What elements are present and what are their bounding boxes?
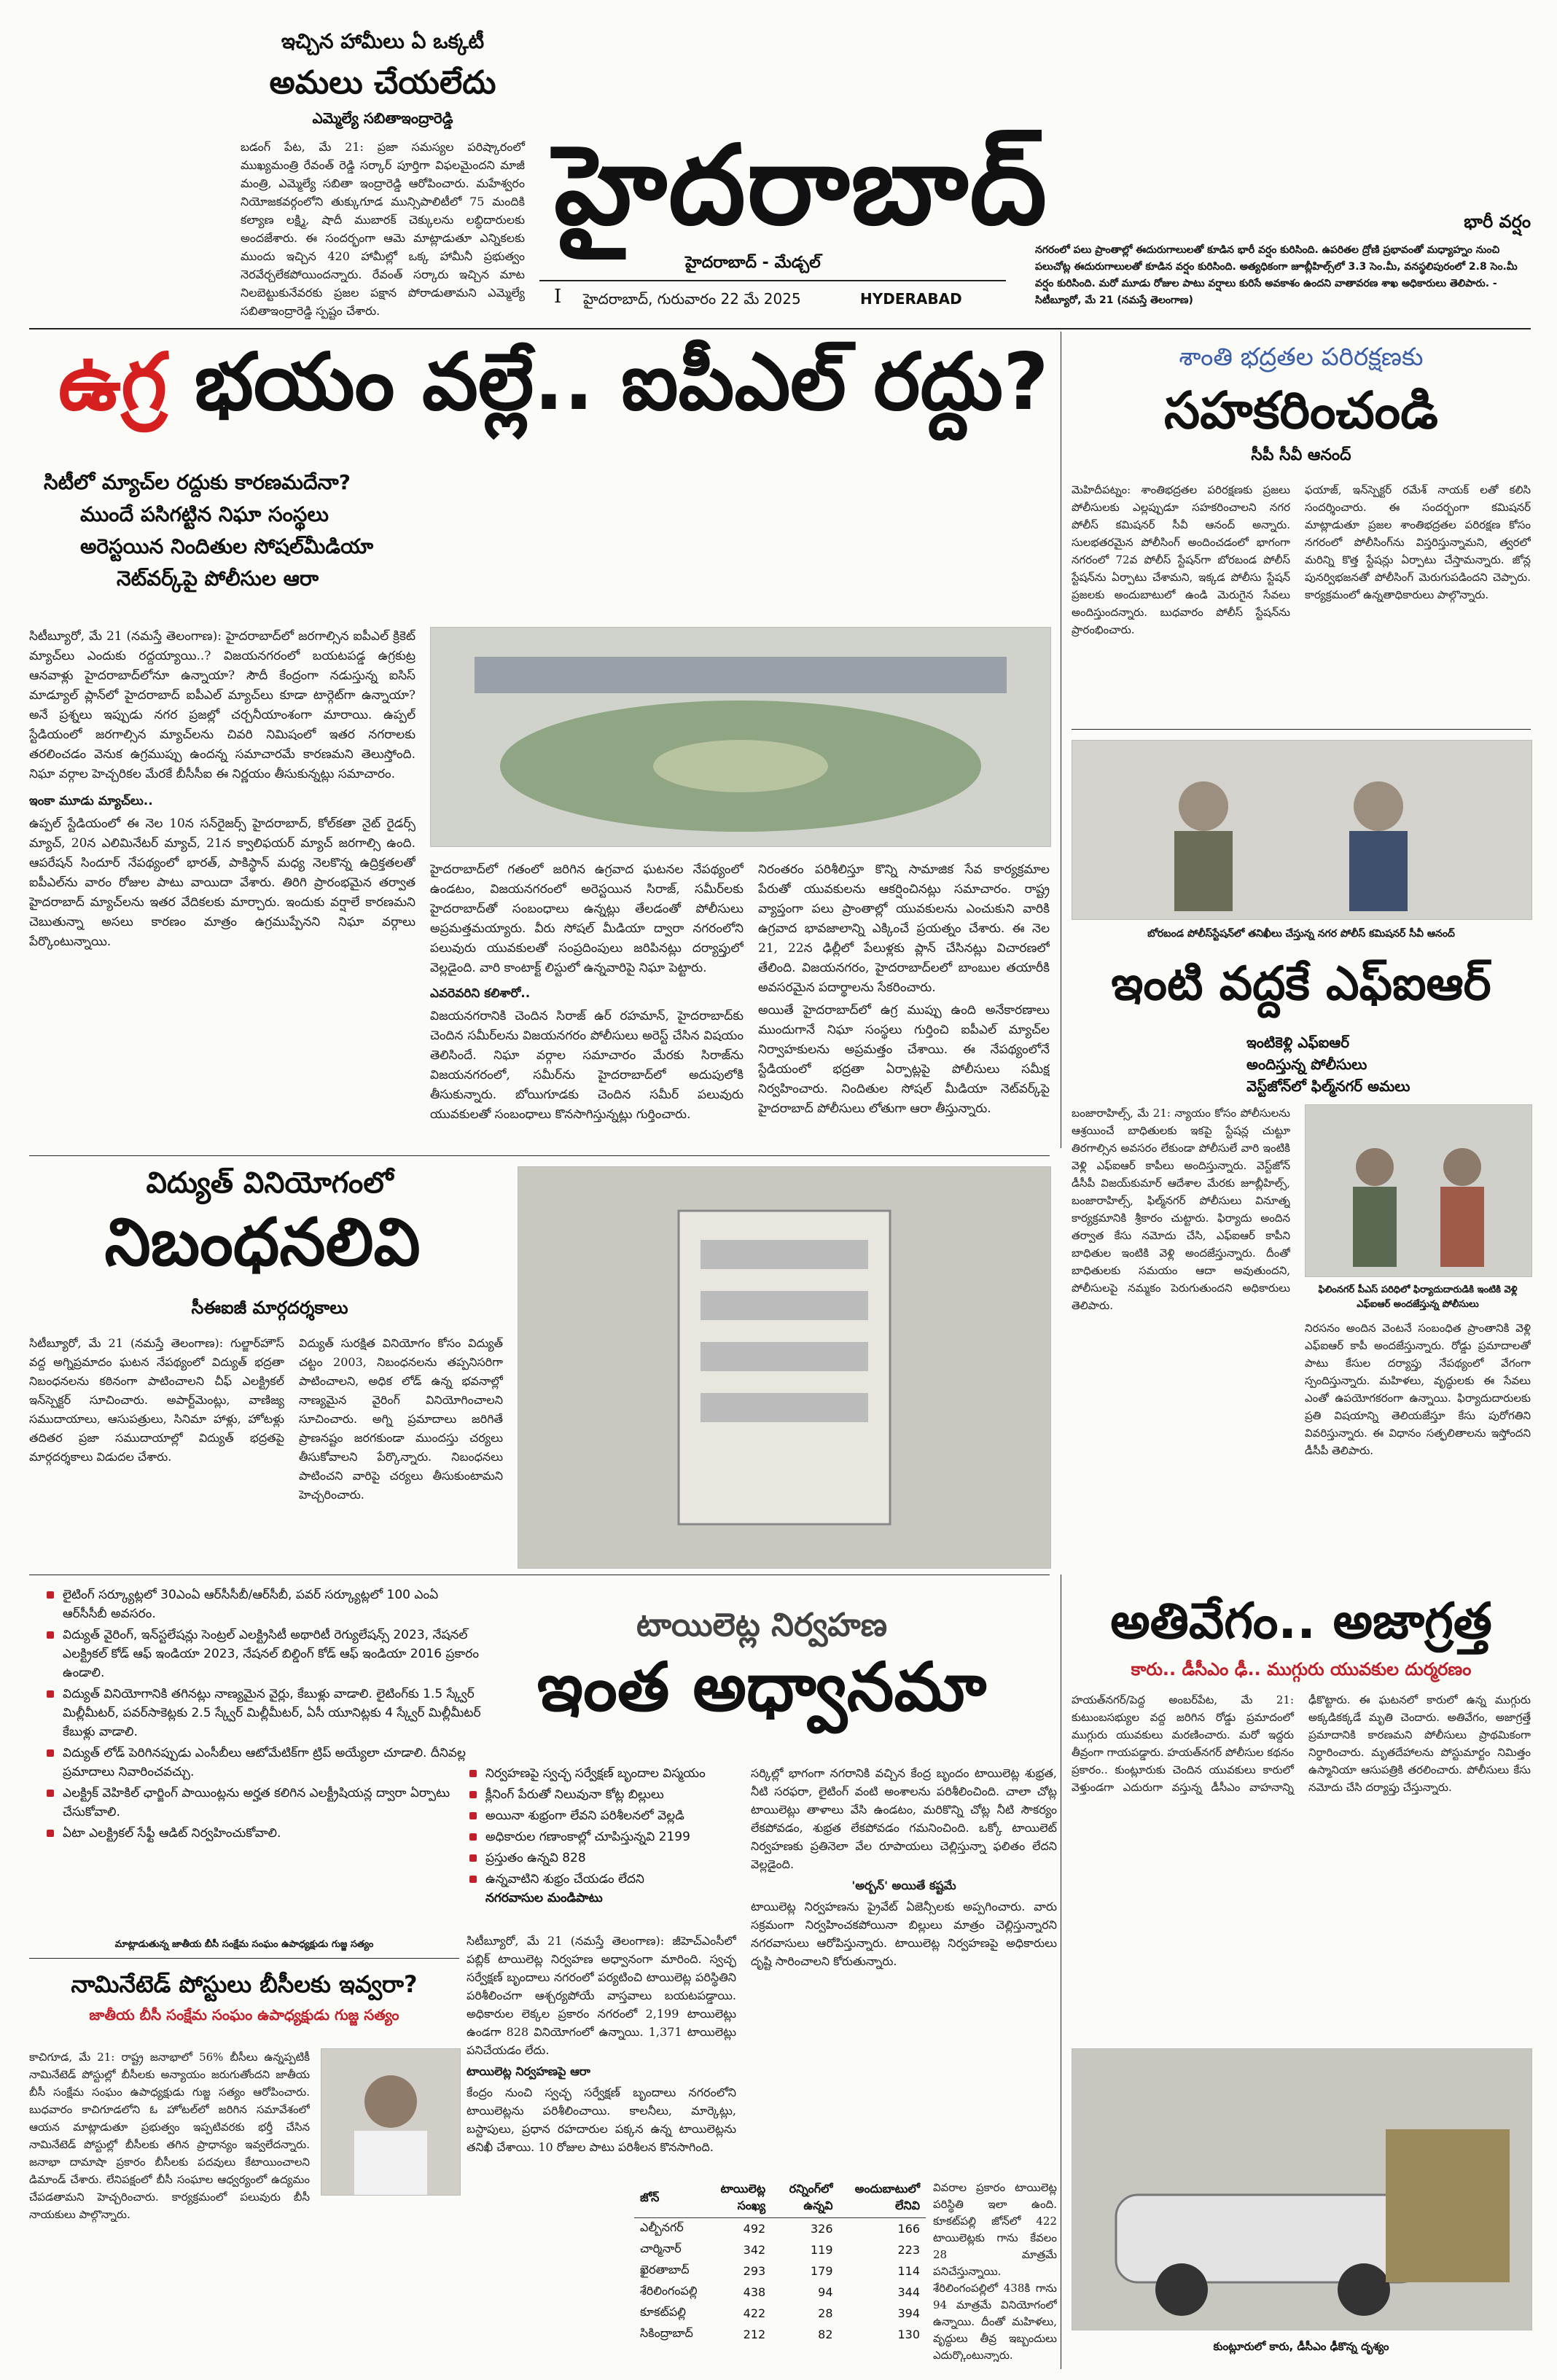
table-cell: శేరిలింగంపల్లి (640, 2284, 698, 2298)
toilet-bullet: నిర్వహణపై స్వచ్ఛ సర్వేక్షణ్ బృందాల విస్మయం (467, 1764, 736, 1783)
toilet-paragraph: కేంద్రం నుంచి స్వచ్ఛ సర్వేక్షణ్ బృందాలు నగరంలోని టాయిలెట్లను పరిశీలించాయి. కాలనీలు, మార్కెట్లు, బస్టాపులు, ప్రధాన రహదారుల పక్కన ఉన్న టాయిలెట్లను తనిఖీ చేశాయి. 10 రోజుల పాటు పరిశీలన కొనసాగింది. (467, 2086, 736, 2154)
accident-body: హయత్‌నగర్/పెద్ద అంబర్‌పేట, మే 21: కుటుంబసభ్యుల వద్ద జరిగిన రోడ్డు ప్రమాదంలో ముగ్గురు యువకులు మరణించారు. మరో ఇద్దరు తీవ్రంగా గాయపడ్డారు. హయత్‌నగర్ పోలీసుల కథనం ప్రకారం.. కుంట్లూరుకు చెందిన యువకులు కారులో వెళ్తుండగా ఎదురుగా వస్తున్న డీసీఎం వాహనాన్ని ఢీకొట్టారు. ఈ ఘటనలో కారులో ఉన్న ముగ్గురు అక్కడికక్కడే మృతి చెందారు. అతివేగం, అజాగ్రత్తే ప్రమాదానికి కారణమని పోలీసులు ప్రాథమికంగా నిర్ధారించారు. మృతదేహాలను పోస్టుమార్టం నిమిత్తం ఉస్మానియా ఆసుపత్రికి తరలించారు. పోలీసులు కేసు నమోదు చేసి దర్యాప్తు చేస్తున్నారు. (1072, 1693, 1531, 1794)
lead-paragraph: ఉప్పల్ స్టేడియంలో ఈ నెల 10న సన్‌రైజర్స్ హైదరాబాద్, కోల్‌కతా నైట్ రైడర్స్ మ్యాచ్, 20న ఎలిమినేటర్ మ్యాచ్, 21న క్వాలిఫయర్ మ్యాచ్ జరగాల్సి ఉంది. ఆపరేషన్ సిందూర్ నేపథ్యంలో భారత్, పాకిస్థాన్ మధ్య నెలకొన్న ఉద్రిక్తతలతో ఐపీఎల్‌ను వారం రోజుల పాటు వాయిదా వేశారు. తిరిగి ప్రారంభమైన తర్వాత హైదరాబాద్ మ్యాచ్‌లను ఇతర వేదికలకు మార్చారు. ఇందుకు వర్షాలే కారణమని చెబుతున్నా అసలు కారణం మాత్రం ఉగ్రముప్పేనని నిఘా వర్గాలు పేర్కొంటున్నాయి. (29, 816, 415, 949)
masthead (539, 117, 1064, 306)
toilet-bullet: క్లీనింగ్ పేరుతో నిలువునా కోట్ల బిల్లులు (467, 1785, 736, 1804)
table-row (634, 2303, 926, 2324)
story-headline: సహకరించండి (1164, 381, 1438, 440)
table-header: రన్నింగ్‌లో ఉన్నవి (771, 2180, 838, 2218)
toilet-subhead: 'అర్బన్' అయితే కష్టమే (851, 1878, 956, 1892)
fir-kicker: బోరబండ పోలీస్‌స్టేషన్‌లో తనిఖీలు చేస్తున్న నగర పోలీస్ కమిషనర్ సీవీ ఆనంద్ (1147, 928, 1455, 940)
table-cell: 422 (743, 2306, 766, 2320)
story-headline: నిబంధనలివి (104, 1204, 421, 1281)
table-cell: 130 (897, 2328, 920, 2341)
toilet-sub-a: నగరవాసుల మండిపాటు (485, 1891, 603, 1905)
lead-paragraph: హైదరాబాద్‌లో గతంలో జరిగిన ఉగ్రవాద ఘటనల నేపథ్యంలో ఉండటం, విజయనగరంలో అరెస్టయిన సిరాజ్, సమీర్‌లకు హైదరాబాద్‌తో సంబంధాలు ఉన్నట్లు తేలడంతో పోలీసులు అప్రమత్తమయ్యారు. వీరు సోషల్ మీడియా ద్వారా నగరంలోని పలువురు యువకులతో సంప్రదింపులు జరిపినట్లు దర్యాప్తులో వెల్లడైంది. వారి కాంటాక్ట్ లిస్టులో ఉన్నవారిపై నిఘా పెట్టారు. (430, 862, 744, 975)
story-bc-nominated-posts (29, 1939, 459, 2369)
table-cell: 492 (743, 2222, 766, 2236)
table-header: అందుబాటులో లేనివి (839, 2180, 926, 2218)
table-row (634, 2282, 926, 2303)
lead-paragraph: విజయనగరానికి చెందిన సిరాజ్ ఉర్ రహమాన్, హైదరాబాద్‌కు చెందిన సమీర్‌లను విజయనగరం పోలీసులు అరెస్ట్ చేసిన విషయం తెలిసిందే. నిఘా వర్గాల సమాచారం మేరకు సిరాజ్‌ను విజయనగరంలో, సమీర్‌ను హైదరాబాద్‌లో అదుపులోకి తీసుకున్నారు. బోయిగూడకు చెందిన సమీర్ పలువురు యువకులతో సంబంధాలు కొనసాగిస్తున్నట్లు గుర్తించారు. (430, 1009, 744, 1122)
table-cell: 394 (897, 2306, 920, 2320)
power-rule-item: విద్యుత్ వైరింగ్, ఇన్‌స్టలేషన్లు సెంట్రల్ ఎలక్ట్రిసిటీ అథారిటీ రెగ్యులేషన్స్ 2023, నేషనల్ ఎలక్ట్రికల్ కోడ్ ఆఫ్ ఇండియా 2023, నేషనల్ బిల్డింగ్ కోడ్ ఆఫ్ ఇండియా 2016 ప్రకారం ఉండాలి. (44, 1626, 481, 1682)
edition-label: HYDERABAD (860, 290, 962, 308)
toilet-body-col2 (751, 1764, 1057, 2136)
lead-body-col2 (430, 860, 744, 1144)
bc-rule (29, 1958, 459, 1959)
story-kicker: టాయిలెట్ల నిర్వహణ (636, 1607, 888, 1644)
fir-deck (1246, 1031, 1523, 1097)
masthead-subtitle: హైదరాబాద్ - మేడ్చల్ (685, 254, 821, 272)
table-cell: 28 (818, 2306, 833, 2320)
masthead-rule (539, 280, 1006, 281)
story-headline: అమలు చేయలేదు (269, 64, 496, 101)
table-cell: సికింద్రాబాద్ (640, 2326, 693, 2340)
fir-body-2: నిరసనం అందిన వెంటనే సంబంధిత ప్రాంతానికి వెళ్లి ఎఫ్‌ఐఆర్ కాపీ అందజేస్తున్నారు. రోడ్డు ప్రమాదాలతో పాటు కేసుల దర్యాప్తు నేపథ్యంలో వేగంగా స్పందిస్తున్నారు. మహిళలు, వృద్ధులకు ఈ సేవలు ఎంతో ఉపయోగకరంగా ఉన్నాయి. ఫిర్యాదుదారులకు ప్రతి విషయాన్ని తెలియజేస్తూ కేసు పురోగతిని వివరిస్తున్నారు. ఈ విధానం సత్ఫలితాలను ఇస్తోందని డీసీపీ తెలిపారు. (1305, 1322, 1531, 1457)
table-cell: ఎల్బీనగర్ (640, 2220, 684, 2234)
toilet-bullet: ఉన్నవాటిని శుభ్రం చేయడం లేదని (467, 1870, 736, 1889)
toilet-paragraph: సిటీబ్యూరో, మే 21 (నమస్తే తెలంగాణ): జీహెచ్‌ఎంసీలో పబ్లిక్ టాయిలెట్ల నిర్వహణ అధ్వానంగా మారింది. స్వచ్ఛ సర్వేక్షణ్ బృందాలు నగరంలో పర్యటించి టాయిలెట్ల పరిస్థితిని పరిశీలించగా ఆశ్చర్యపోయే వాస్తవాలు బయటపడ్డాయి. అధికారుల లెక్కల ప్రకారం నగరంలో 2,199 టాయిలెట్లు ఉండగా 828 వినియోగంలో ఉన్నాయి. 1,371 టాయిలెట్లు పనిచేయడం లేదు. (467, 1934, 736, 2057)
story-byline: సీఈఐజీ మార్గదర్శకాలు (191, 1298, 348, 1318)
toilet-bullet: అయినా శుభ్రంగా లేవని పరిశీలనలో వెల్లడి (467, 1806, 736, 1825)
story-cooperate-police (1072, 343, 1531, 714)
story-accident (1072, 1589, 1531, 2369)
table-cell: 326 (810, 2222, 833, 2236)
table-cell: 82 (818, 2328, 833, 2341)
accident-photo (1072, 2048, 1532, 2330)
lead-body-col1 (29, 627, 415, 1144)
power-rule-item: ఎలక్ట్రిక్ వెహికిల్ ఛార్జింగ్ పాయింట్లను అర్హత కలిగిన ఎలక్ట్రీషియన్ల ద్వారా ఏర్పాటు చేసుకోవాలి. (44, 1784, 481, 1822)
table-cell: చార్మినార్ (640, 2242, 682, 2255)
table-cell: 223 (897, 2243, 920, 2257)
accident-deck: కారు.. డీసీఎం ఢీ.. ముగ్గురు యువకుల దుర్మరణం (1131, 1659, 1472, 1679)
table-cell: 166 (897, 2222, 920, 2236)
accident-photo-caption: కుంట్లూరులో కారు, డీసీఎం ఢీకొన్న దృశ్యం (1213, 2340, 1389, 2353)
toilet-paragraph: సర్కిల్లో భాగంగా నగరానికి వచ్చిన కేంద్ర బృందం టాయిలెట్ల శుభ్రత, నీటి సరఫరా, లైటింగ్ వంటి అంశాలను పరిశీలించింది. చాలా చోట్ల టాయిలెట్లు తాళాలు వేసి ఉండటం, మరికొన్ని చోట్ల నీటి సౌకర్యం లేకపోవడం, శుభ్రత లేకపోవడం గమనించింది. ఒక్కో టాయిలెట్ నిర్వహణకు ప్రతినెలా వేల రూపాయలు చెల్లిస్తున్నా ఫలితం లేదని వెల్లడైంది. (751, 1766, 1057, 1871)
lead-headline-red: ఉగ్ర (58, 337, 168, 428)
person-photo-icon (321, 2049, 460, 2195)
story-unfulfilled-promises (241, 29, 525, 321)
story-body-col2: ఫయాజ్, ఇన్‌స్పెక్టర్ రమేశ్ నాయక్ లతో కలిసి సందర్శించారు. ఈ సందర్భంగా కమిషనర్ మాట్లాడుతూ ప్రజల శాంతిభద్రతల పరిరక్షణ కోసం నగరంలో పోలీసింగ్‌ను విస్తరిస్తున్నామని, త్వరలో మరిన్ని కొత్త స్టేషన్లు ఏర్పాటు చేస్తామన్నారు. జోన్ల పునర్విభజనతో పోలీసింగ్ మెరుగుపడిందని చెప్పారు. కార్యక్రమంలో ఉన్నతాధికారులు పాల్గొన్నారు. (1305, 483, 1531, 601)
table-header-row (634, 2180, 926, 2218)
table-row (634, 2218, 926, 2240)
story-toilets (467, 1604, 1057, 2362)
story-body-col1: మెహిదీపట్నం: శాంతిభద్రతల పరిరక్షణకు ప్రజలు పోలీసులకు ఎల్లప్పుడూ సహకరించాలని నగర పోలీస్ కమిషనర్ సీవీ ఆనంద్ అన్నారు. సులభతరమైన పోలీసింగ్ అందించడంలో భాగంగా నగరంలో 72వ పోలీస్ స్టేషన్‌గా బోరబండ పోలీస్ స్టేషన్‌ను ఏర్పాటు చేశామని, ఇక్కడ పోలీసు స్టేషన్ ప్రజలకు అందుబాటులో ఉండి మెరుగైన సేవలు అందిస్తుందన్నారు. బుధవారం పోలీస్ స్టేషన్‌ను ప్రారంభించారు. (1072, 483, 1290, 636)
weather-title: భారీ వర్షం (1464, 211, 1531, 232)
lead-headline-text: భయం వల్లే.. ఐపీఎల్ రద్దు? (194, 337, 1049, 428)
table-cell: 114 (897, 2264, 920, 2278)
fir-body: బంజారాహిల్స్, మే 21: న్యాయం కోసం పోలీసులను ఆశ్రయించే బాధితులకు ఇకపై స్టేషన్ల చుట్టూ తిరగాల్సిన అవసరం లేకుండా పోలీసులే వారి ఇంటికి వెళ్లి ఎఫ్‌ఐఆర్ కాపీలు అందిస్తున్నారు. వెస్ట్‌జోన్ డీసీపీ విజయ్‌కుమార్ ఆదేశాల మేరకు జూబ్లీహిల్స్, బంజారాహిల్స్, ఫిల్మ్‌నగర్ పోలీసులు వినూత్న కార్యక్రమానికి శ్రీకారం చుట్టారు. ఫిర్యాదు అందిన తర్వాత కేసు నమోదు చేసి, ఎఫ్‌ఐఆర్ కాపీని బాధితుల ఇంటికి వెళ్లి అందజేస్తున్నారు. దీంతో బాధితులకు సమయం ఆదా అవుతుందని, పోలీసులపై నమ్మకం పెరుగుతుందని అధికారులు తెలిపారు. (1072, 1107, 1290, 1312)
table-header: టాయిలెట్ల సంఖ్య (703, 2180, 772, 2218)
stadium-photo-icon (431, 628, 1050, 846)
lead-body-col3 (758, 860, 1050, 1144)
dateline: హైదరాబాద్, గురువారం 22 మే 2025 (583, 290, 801, 308)
story-byline: ఎమ్మెల్యే సబితాఇంద్రారెడ్డి (312, 109, 453, 127)
table-cell: 438 (743, 2285, 766, 2299)
fir-handover-photo-icon (1306, 1105, 1531, 1276)
police-inspection-photo-icon (1072, 741, 1531, 919)
story-kicker: శాంతి భద్రతల పరిరక్షణకు (1179, 343, 1424, 372)
table-cell: 342 (743, 2243, 766, 2257)
story-body-col2: విద్యుత్ సురక్షిత వినియోగం కోసం విద్యుత్ చట్టం 2003, నిబంధనలను తప్పనిసరిగా పాటించాలని, అధిక లోడ్ ఉన్న భవనాల్లో నాణ్యమైన వైరింగ్ వినియోగించాలని సూచించారు. అగ్ని ప్రమాదాలు జరిగితే ప్రాణనష్టం జరగకుండా ముందస్తు చర్యలు తీసుకోవాలని పేర్కొన్నారు. నిబంధనలు పాటించని వారిపై చర్యలు తీసుకుంటామని హెచ్చరించారు. (299, 1336, 503, 1502)
table-cell: ఖైరతాబాద్ (640, 2263, 690, 2276)
electric-panel-photo-icon (518, 1167, 1050, 1568)
lead-subhead: ఎవరెవరిని కలిశారో.. (430, 986, 531, 1001)
table-cell: కూకట్‌పల్లి (640, 2305, 686, 2319)
table-row (634, 2260, 926, 2282)
table-header: జోన్ (634, 2180, 703, 2218)
lead-paragraph: సిటీబ్యూరో, మే 21 (నమస్తే తెలంగాణ): హైదరాబాద్‌లో జరగాల్సిన ఐపీఎల్ క్రికెట్ మ్యాచ్‌లు ఎందుకు రద్దయ్యాయి..? విజయనగరంలో బయటపడ్డ ఉగ్రకుట్ర ఆనవాళ్లు హైదరాబాద్‌లోనూ ఉన్నాయా? సౌదీ కేంద్రంగా నడుస్తున్న ఐసిస్ మాడ్యూల్ ప్లాన్‌లో హైదరాబాద్ ఐపీఎల్ మ్యాచ్‌లు కూడా టార్గెట్‌గా ఉన్నాయా? అనే ప్రశ్నలు ఇప్పుడు నగర ప్రజల్లో చర్చనీయాంశంగా మారాయి. ఉప్పల్ స్టేడియంలో జరగాల్సిన మ్యాచ్‌లను చివరి నిమిషంలో ఇతర నగరాలకు తరలించడం వెనుక ఉగ్రముప్పు ఉందన్న సమాచారమే కారణమని తెలుస్తోంది. నిఘా వర్గాల హెచ్చరికల మేరకే బీసీసీఐ ఈ నిర్ణయం తీసుకున్నట్లు సమాచారం. (29, 629, 415, 781)
table-cell: 119 (810, 2243, 833, 2257)
fir-headline: ఇంటి వద్దకే ఎఫ్‌ఐఆర్ (1111, 957, 1491, 1011)
section-divider (1072, 729, 1531, 730)
table-cell: 293 (743, 2264, 766, 2278)
fir-photo-caption: ఫిలింనగర్ పీఎస్ పరిధిలో ఫిర్యాదుదారుడికి ఇంటికి వెళ్లి ఎఫ్‌ఐఆర్ అందజేస్తున్న పోలీసులు (1318, 1284, 1518, 1310)
bc-kicker: మాట్లాడుతున్న జాతీయ బీసీ సంక్షేమ సంఘం ఉపాధ్యక్షుడు గుజ్జ సత్యం (114, 1939, 374, 1950)
lead-deck-line: అరెస్టయిన నిందితుల సోషల్‌మీడియా (80, 534, 374, 558)
crashed-car-photo-icon (1072, 2049, 1531, 2330)
table-cell: 179 (810, 2264, 833, 2278)
bc-headline: నామినేటెడ్ పోస్టులు బీసీలకు ఇవ్వరా? (71, 1970, 418, 1998)
fir-photo (1072, 740, 1532, 920)
story-body-col1: సిటీబ్యూరో, మే 21 (నమస్తే తెలంగాణ): గుల్జార్‌హౌస్ వద్ద అగ్నిప్రమాదం ఘటన నేపథ్యంలో విద్యుత్ భద్రతా నిబంధనలను కఠినంగా పాటించాలని చీఫ్ ఎలక్ట్రికల్ ఇన్‌స్పెక్టర్ సూచించారు. అపార్ట్‌మెంట్లు, వాణిజ్య సముదాయాలు, ఆసుపత్రులు, సినిమా హాళ్లు, హోటళ్లు తదితర ప్రజా సముదాయాల్లో విద్యుత్ భద్రతపై మార్గదర్శకాలు విడుదల చేశారు. (29, 1336, 284, 1464)
toilet-bullet: అధికారుల గణాంకాల్లో చూపిస్తున్నవి 2199 (467, 1827, 736, 1846)
toilet-body-col3: వివరాల ప్రకారం టాయిలెట్ల పరిస్థితి ఇలా ఉంది. కూకట్‌పల్లి జోన్‌లో 422 టాయిలెట్లకు గాను కేవలం 28 మాత్రమే పనిచేస్తున్నాయి. శేరిలింగంపల్లిలో 438కి గాను 94 మాత్రమే వినియోగంలో ఉన్నాయి. దీంతో మహిళలు, వృద్ధులు తీవ్ర ఇబ్బందులు ఎదుర్కొంటున్నారు. (933, 2181, 1057, 2362)
lead-paragraph: నిరంతరం పరిశీలిస్తూ కొన్ని సామాజిక సేవ కార్యక్రమాల పేరుతో యువకులను ఆకర్షించినట్లు సమాచారం. రాష్ట్ర వ్యాప్తంగా పలు ప్రాంతాల్లో యువకులను ఎంచుకుని వారికి ఉగ్రవాద భావజాలాన్ని ఎక్కించే ప్రయత్నం చేశారు. ఈ నెల 21, 22న ఢిల్లీలో పేలుళ్లకు ప్లాన్ చేసినట్లు విచారణలో తేలింది. విజయనగరం, హైదరాబాద్‌లలో బాంబుల తయారీకి అవసరమైన పదార్థాలను సేకరించారు. (758, 862, 1050, 995)
weather-body: నగరంలో పలు ప్రాంతాల్లో ఈదురుగాలులతో కూడిన భారీ వర్షం కురిసింది. ఉపరితల ద్రోణి ప్రభావంతో మధ్యాహ్నం నుంచి పలుచోట్ల ఈదురుగాలులతో కూడిన వర్షం కురిసింది. అత్యధికంగా జూబ్లీహిల్స్‌లో 3.3 సెం.మీ, వనస్థలిపురంలో 2.8 సెం.మీ వర్షం కురిసింది. మరో మూడు రోజుల పాటు వర్షాలు కురిసే అవకాశం ఉందని వాతావరణ శాఖ అధికారులు తెలిపారు. - సిటీబ్యూరో, మే 21 (నమస్తే తెలంగాణ) (1035, 244, 1518, 306)
story-byline: సీపీ సీవీ ఆనంద్ (1251, 446, 1351, 464)
table-cell: 344 (897, 2285, 920, 2299)
power-photo (518, 1166, 1051, 1569)
lead-headline (29, 332, 1057, 441)
power-rule-item: విద్యుత్ లోడ్ పెరిగినప్పుడు ఎంసీబీలు ఆటోమేటిక్‌గా ట్రిప్ అయ్యేలా చూడాలి. దీనివల్ల ప్రమాదాలు నివారించవచ్చు. (44, 1744, 481, 1782)
story-body: బడంగ్ పేట, మే 21: ప్రజా సమస్యల పరిష్కారంలో ముఖ్యమంత్రి రేవంత్ రెడ్డి సర్కార్ పూర్తిగా విఫలమైందని మాజీ మంత్రి, ఎమ్మెల్యే సబితా ఇంద్రారెడ్డి ఆరోపించారు. మహేశ్వరం నియోజకవర్గంలోని తుక్కుగూడ మున్సిపాలిటీలో 75 మందికి కల్యాణ లక్ష్మి, షాదీ ముబారక్ చెక్కులను లబ్ధిదారులకు అందజేశారు. ఈ సందర్భంగా ఆమె మాట్లాడుతూ ఎన్నికలకు ముందు ఇచ్చిన 420 హామీల్లో ఒక్క హామీనీ ప్రభుత్వం నెరవేర్చలేకపోయిందన్నారు. రేవంత్ సర్కారు ఇచ్చిన మాట నిలబెట్టుకునేవరకు ప్రజల పక్షాన పోరాడుతామని ఎమ్మెల్యే సబితాఇంద్రారెడ్డి స్పష్టం చేశారు. (241, 140, 525, 318)
accident-headline: అతివేగం.. అజాగ్రత్త (1110, 1593, 1492, 1650)
masthead-title: హైదరాబాద్ (554, 122, 1049, 249)
page-number: I (554, 286, 562, 308)
story-kicker: విద్యుత్ వినియోగంలో (146, 1166, 394, 1200)
power-rule-item: లైటింగ్ సర్క్యూట్లలో 30ఎంఏ ఆర్‌సీసీబీ/ఆర్‌సీబీ, పవర్ సర్క్యూట్లలో 100 ఎంఏ ఆర్‌సీసీబీ అవసరం. (44, 1585, 481, 1623)
fir-photo-2 (1305, 1104, 1532, 1277)
story-power-rules (29, 1166, 1050, 1575)
lead-subhead: ఇంకా మూడు మ్యాచ్‌లు.. (29, 794, 153, 808)
lead-paragraph: అయితే హైదరాబాద్‌లో ఉగ్ర ముప్పు ఉంది అనేకారణాలు ముందుగానే నిఘా సంస్థలు గుర్తించి ఐపీఎల్ మ్యాచ్‌ల నిర్వాహకులను అప్రమత్తం చేశాయి. ఈ నేపథ్యంలోనే స్టేడియంలో భద్రతా ఏర్పాట్లపై పోలీసులు సమీక్ష నిర్వహించారు. నిందితుల సోషల్ మీడియా నెట్‌వర్క్‌పై హైదరాబాద్ పోలీసులు లోతుగా ఆరా తీస్తున్నారు. (758, 1003, 1050, 1116)
lead-photo (430, 627, 1051, 847)
story-fir-at-home (1072, 740, 1531, 1564)
story-headline: ఇంత అధ్వానమా (536, 1648, 987, 1726)
toilet-paragraph: టాయిలెట్ల నిర్వహణను ప్రైవేట్ ఏజెన్సీలకు అప్పగించారు. వారు సక్రమంగా నిర్వహించకపోయినా బిల్లులు మాత్రం చెల్లిస్తున్నారని నగరవాసులు ఆరోపిస్తున్నారు. టాయిలెట్ల నిర్వహణపై అధికారులు దృష్టి సారించాలని కోరుతున్నారు. (751, 1900, 1057, 1968)
power-rules-list (44, 1585, 481, 1913)
power-rule-item: విద్యుత్ వినియోగానికి తగినట్లు నాణ్యమైన వైర్లు, కేబుళ్లు వాడాలి. లైటింగ్‌కు 1.5 స్క్వేర్ మిల్లీమీటర్, పవర్‌సాకెట్లకు 2.5 స్క్వేర్ మిల్లీమీటర్, ఏసీ యూనిట్లకు 4 స్క్వేర్ మిల్లీమీటర్ కేబుళ్లు వాడాలి. (44, 1685, 481, 1741)
bc-body: కాచిగూడ, మే 21: రాష్ట్ర జనాభాలో 56% బీసీలు ఉన్నప్పటికీ నామినేటెడ్ పోస్టుల్లో బీసీలకు అన్యాయం జరుగుతోందని జాతీయ బీసీ సంక్షేమ సంఘం ఉపాధ్యక్షుడు గుజ్జ సత్యం ఆరోపించారు. బుధవారం కాచిగూడలోని ఓ హోటల్‌లో జరిగిన సమావేశంలో ఆయన మాట్లాడుతూ ప్రభుత్వం ఇప్పటివరకు భర్తీ చేసిన నామినేటెడ్ పోస్టుల్లో బీసీలకు తగిన ప్రాధాన్యం ఇవ్వలేదన్నారు. జనాభా దామాషా ప్రకారం బీసీలకు పదవులు కేటాయించాలని డిమాండ్ చేశారు. లేనిపక్షంలో బీసీ సంఘాల ఆధ్వర్యంలో ఉద్యమం చేపడతామని హెచ్చరించారు. కార్యక్రమంలో పలువురు బీసీ నాయకులు పాల్గొన్నారు. (29, 2051, 310, 2221)
fir-deck-line: అందిస్తున్న పోలీసులు (1246, 1056, 1367, 1073)
table-row (634, 2324, 926, 2345)
top-divider (29, 328, 1531, 329)
lead-deck (29, 467, 758, 598)
toilet-table (634, 2180, 926, 2345)
bc-byline: జాతీయ బీసీ సంక్షేమ సంఘం ఉపాధ్యక్షుడు గుజ్జ సత్యం (89, 2006, 399, 2024)
fir-deck-line: ఇంటికెళ్లి ఎఫ్‌ఐఆర్ (1246, 1034, 1350, 1051)
lead-deck-line: నెట్‌వర్క్‌పై పోలీసుల ఆరా (117, 566, 319, 590)
toilet-bullets (467, 1764, 736, 1908)
table-cell: 94 (818, 2285, 833, 2299)
weather-box (1035, 211, 1531, 313)
story-kicker: ఇచ్చిన హామీలు ఏ ఒక్కటీ (281, 29, 485, 53)
lead-deck-line: సిటీలో మ్యాచ్‌ల రద్దుకు కారణమదేనా? (44, 470, 351, 494)
section-divider (29, 1155, 1050, 1156)
power-rule-item: ఏటా ఎలక్ట్రికల్ సేఫ్టీ ఆడిట్ నిర్వహించుకోవాలి. (44, 1824, 481, 1843)
toilet-bullet: ప్రస్తుతం ఉన్నవి 828 (467, 1849, 736, 1868)
fir-deck-line: వెస్ట్‌జోన్‌లో ఫిల్మ్‌నగర్ అమలు (1246, 1077, 1410, 1095)
toilet-subhead: టాయిలెట్ల నిర్వహణపై ఆరా (467, 2064, 590, 2078)
lead-deck-line: ముందే పసిగట్టిన నిఘా సంస్థలు (80, 502, 329, 526)
table-row (634, 2239, 926, 2260)
bc-photo (321, 2048, 461, 2196)
table-cell: 212 (743, 2328, 766, 2341)
